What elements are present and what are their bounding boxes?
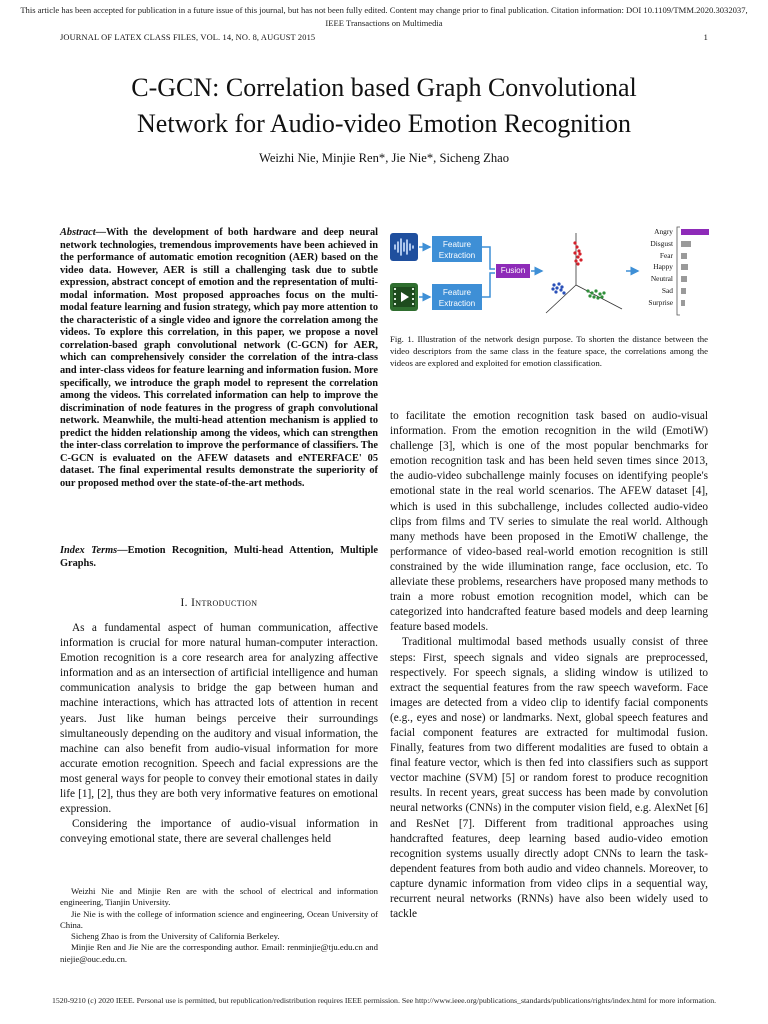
title-line-2: Network for Audio-video Emotion Recognition xyxy=(137,109,631,138)
running-head xyxy=(60,33,708,42)
introduction-right xyxy=(390,409,708,922)
video-box-line-1: Feature xyxy=(442,288,472,297)
emotion-label-surprise: Surprise xyxy=(648,297,673,307)
emotion-label-sad: Sad xyxy=(661,286,673,295)
footnote-affiliation-3: Sicheng Zhao is from the University of California Berkeley. xyxy=(71,931,280,942)
introduction-left xyxy=(60,621,378,847)
figure-1 xyxy=(390,223,710,323)
author-list: Weizhi Nie, Minjie Ren*, Jie Nie*, Sicheng Zhao xyxy=(258,151,510,165)
paper-title xyxy=(40,70,728,142)
abstract-label: Abstract xyxy=(60,227,96,238)
copyright-footer: 1520-9210 (c) 2020 IEEE. Personal use is permitted, but republication/redistribution requires IEEE permission. See http://www.ieee.org/publications_standards/publications/rights/index.html for more information. xyxy=(51,996,717,1005)
index-terms xyxy=(60,545,378,570)
intro-paragraph-1: As a fundamental aspect of human communication, affective information is crucial for more natural human-computer interaction. Emotion recognition is a core research area for analyzing affective information and as an intersection of artificial intelligence and human communication analysis to bridge the gap between human and machine interactions, which has attracted lots of attention in recent years. Just like human beings perceive their surroundings simultaneously depending on the auditory and visual information, the machine can also benefit from audio-visual information for more accurate emotion recognition. Speech and facial expressions are the most general ways for people to convey their emotional states in daily life [1], [2], thus they are both very informative features on emotional expression. xyxy=(60,622,378,816)
figure-1-caption: Fig. 1. Illustration of the network design purpose. To shorten the distance between the video descriptors from the same class in the feature space, the correlations among the videos are explored and exploited for emotion classification. xyxy=(390,334,708,368)
emotion-bar-neutral xyxy=(681,276,687,282)
video-box-line-2: Extraction xyxy=(438,298,476,308)
emotion-bar-fear xyxy=(681,253,687,259)
author-footnote xyxy=(60,886,378,965)
section-title: Introduction xyxy=(191,597,258,609)
audio-feature-extraction-box xyxy=(432,236,482,262)
emotion-label-disgust: Disgust xyxy=(650,238,673,248)
emotion-bar-sad xyxy=(681,288,686,294)
intro-paragraph-2: Considering the importance of audio-visual information in conveying emotional state, there are several challenges held xyxy=(60,818,378,846)
emotion-label-happy: Happy xyxy=(653,262,673,272)
feature-space-scatter xyxy=(542,227,626,319)
emotion-bar-angry xyxy=(681,229,709,235)
index-terms-label: Index Terms xyxy=(60,545,118,556)
abstract-text: —With the development of both hardware and deep neural network technologies, tremendous improvements have been achieved in the performance of automatic emotion recognition (AER) based on the video data. However, AER is still a challenging task due to subtle expression, abstract concept of emotion and the representation of multi-modal information. Most proposed approaches focus on the multi-modal feature learning and fusion strategy, which pay more attention to the characteristic of a single video and ignore the correlation among the videos. To explore this correlation, in this paper, we propose a novel correlation-based graph convolutional network (C-GCN) for AER, which can comprehensively consider the correlation of the intra-class and inter-class videos for feature learning and information fusion. More specifically, we introduce the graph model to represent the correlation among the videos. This correlated information can help to improve the discrimination of node features in the progress of graph convolutional network. Meanwhile, the multi-head attention mechanism is applied to predict the hidden relationship among the videos, which can strengthen the inter-class correlation to improve the performance of classifiers. The C-GCN is evaluated on the AFEW datasets and eNTERFACE' 05 dataset. The final experimental results demonstrate the superiority of our proposed method over the state-of-the-art methods. xyxy=(60,227,378,489)
footnote-affiliation-2: Jie Nie is with the college of information science and engineering, Ocean University of China. xyxy=(60,908,378,930)
audio-box-line-2: Extraction xyxy=(438,250,476,260)
journal-info: JOURNAL OF LATEX CLASS FILES, VOL. 14, NO. 8, AUGUST 2015 xyxy=(60,33,316,42)
emotion-bar-surprise xyxy=(681,300,685,306)
emotion-label-neutral: Neutral xyxy=(650,274,673,284)
section-number: I. xyxy=(180,597,188,609)
abstract xyxy=(60,227,378,490)
intro-paragraph-3: to facilitate the emotion recognition task based on audio-visual information. From the emotion recognition in the wild (EmotiW) challenge [3], which is one of the most popular benchmarks for emotion recognition task and has been held seven times since 2013, the audio-video subchallenge mainly focuses on identifying people's emotional state in the real world scenarios. The AFEW dataset [4], which is used in this subchallenge, includes collected audio-video clips from films and TV series to simulate the real world. Although many methods have been proposed in the EmotiW challenge, the performance of video-based real-world emotion recognition is still constrained by the wide illumination range, face occlusion, etc. To alleviate these problems, researchers have proposed many methods to train a more robust emotion recognition model, which can be categorized into handcrafted feature based models and deep learning feature based models. xyxy=(390,410,708,634)
fusion-box: Fusion xyxy=(496,264,530,278)
section-heading xyxy=(60,597,378,609)
emotion-scores-chart xyxy=(635,225,710,317)
publication-notice: This article has been accepted for publication in a future issue of this journal, but has not been fully edited. Content may change prior to final publication. Citation information: DOI 10.1109/TMM.2020.3032037, IEEE Transactions on Multimedia xyxy=(20,5,748,28)
audio-box-line-1: Feature xyxy=(442,240,472,249)
emotion-label-fear: Fear xyxy=(659,250,673,260)
footnote-affiliation-1: Weizhi Nie and Minjie Ren are with the school of electrical and information engineering, Tianjin University. xyxy=(60,886,378,908)
intro-paragraph-4: Traditional multimodal based methods usually consist of three steps: First, speech signals and video signals are preprocessed, respectively. For speech signals, a sliding window is utilized to extract the sequential features from the raw speech waveform. Face images are detected from a video clip to identify facial components (e.g., eyes and nose) or landmarks. Next, global speech features and facial component features are extracted for multimodal fusion. Finally, features from two different modalities are fused to obtain a final feature vector, which is then fed into classifiers such as support vector machine (SVM) [5] or random forest to produce recognition results. In recent years, great success has been made by convolution neural networks (CNNs) in the computer vision field, e.g. AlexNet [6] and ResNet [7]. Different from traditional approaches using handcrafted features, deep learning based audio-video emotion recognition systems usually directly adopt CNNs to learn the task-dependent features from both audio and video channels. Moreover, to capture dynamic information from video clips in a sequential way, recurrent neural networks (RNNs) have also been widely used to tackle xyxy=(390,636,708,921)
page-number: 1 xyxy=(703,33,708,42)
title-line-1: C-GCN: Correlation based Graph Convolutional xyxy=(131,73,637,102)
emotion-bar-happy xyxy=(681,264,688,270)
footnote-corresponding: Minjie Ren and Jie Nie are the corresponding author. Email: renminjie@tju.edu.cn and niejie@ouc.edu.cn. xyxy=(60,942,378,964)
emotion-bar-disgust xyxy=(681,241,691,247)
index-terms-text: —Emotion Recognition, Multi-head Attention, Multiple Graphs. xyxy=(60,545,378,569)
video-feature-extraction-box xyxy=(432,284,482,310)
emotion-label-angry: Angry xyxy=(654,227,673,236)
